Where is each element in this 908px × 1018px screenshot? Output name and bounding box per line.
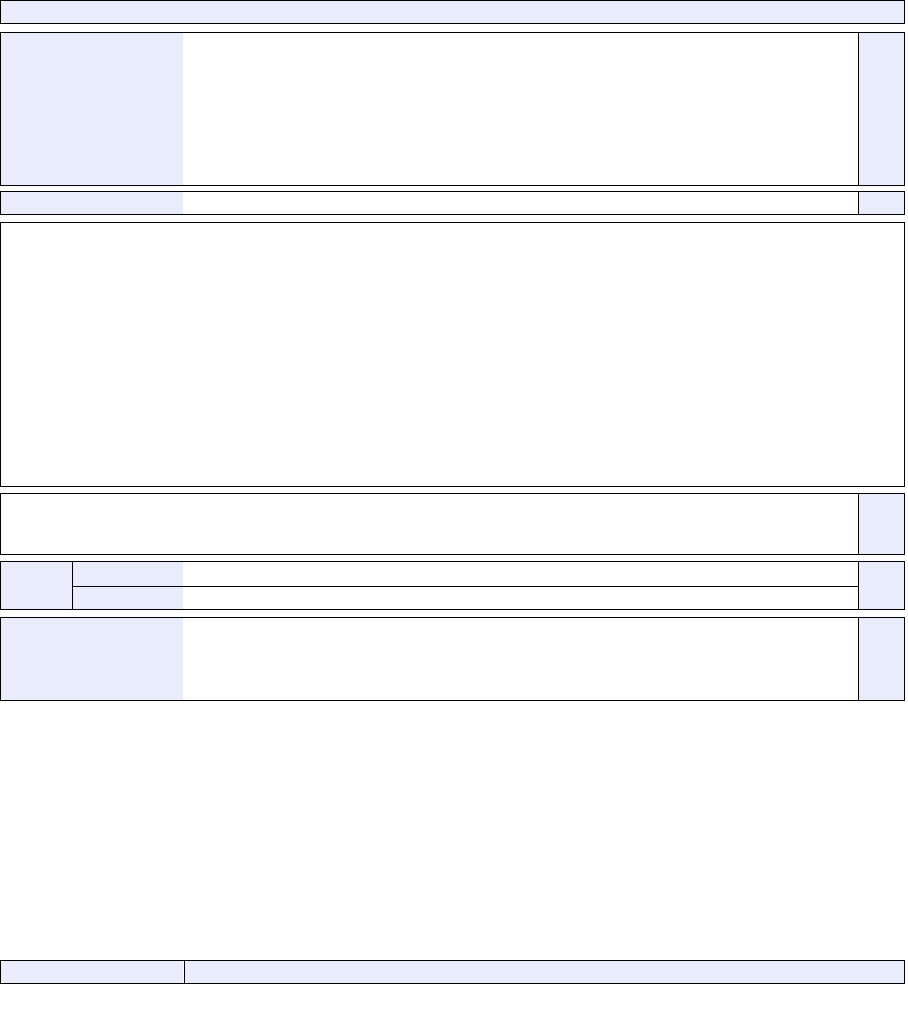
euro-row-divider bbox=[72, 586, 905, 587]
delta-date bbox=[2, 534, 72, 552]
meps-total bbox=[790, 643, 844, 663]
meps-merged-total bbox=[790, 664, 844, 684]
meps-label bbox=[1, 618, 183, 700]
page-title bbox=[0, 0, 905, 24]
threshold-weight bbox=[858, 192, 904, 214]
weights-header bbox=[858, 33, 904, 185]
euro-others bbox=[790, 563, 856, 585]
weighted-date bbox=[2, 497, 72, 529]
weighted-label bbox=[82, 496, 172, 530]
latest-polls-label bbox=[1, 33, 183, 185]
euro-delta-label bbox=[72, 587, 183, 609]
footer-site-link[interactable] bbox=[184, 961, 904, 983]
others-header bbox=[813, 33, 858, 185]
delta-label bbox=[82, 534, 172, 552]
weighted-others bbox=[790, 500, 852, 524]
polls-box bbox=[0, 222, 905, 487]
meps-weight-bg bbox=[858, 618, 904, 700]
euro-pct-label bbox=[72, 563, 183, 585]
bar-chart bbox=[0, 701, 908, 919]
euro-label bbox=[1, 562, 72, 609]
footer-source bbox=[1, 961, 183, 983]
threshold-label bbox=[1, 192, 183, 214]
weighted-weight bbox=[858, 500, 904, 524]
euro-weight-bg bbox=[858, 562, 904, 609]
